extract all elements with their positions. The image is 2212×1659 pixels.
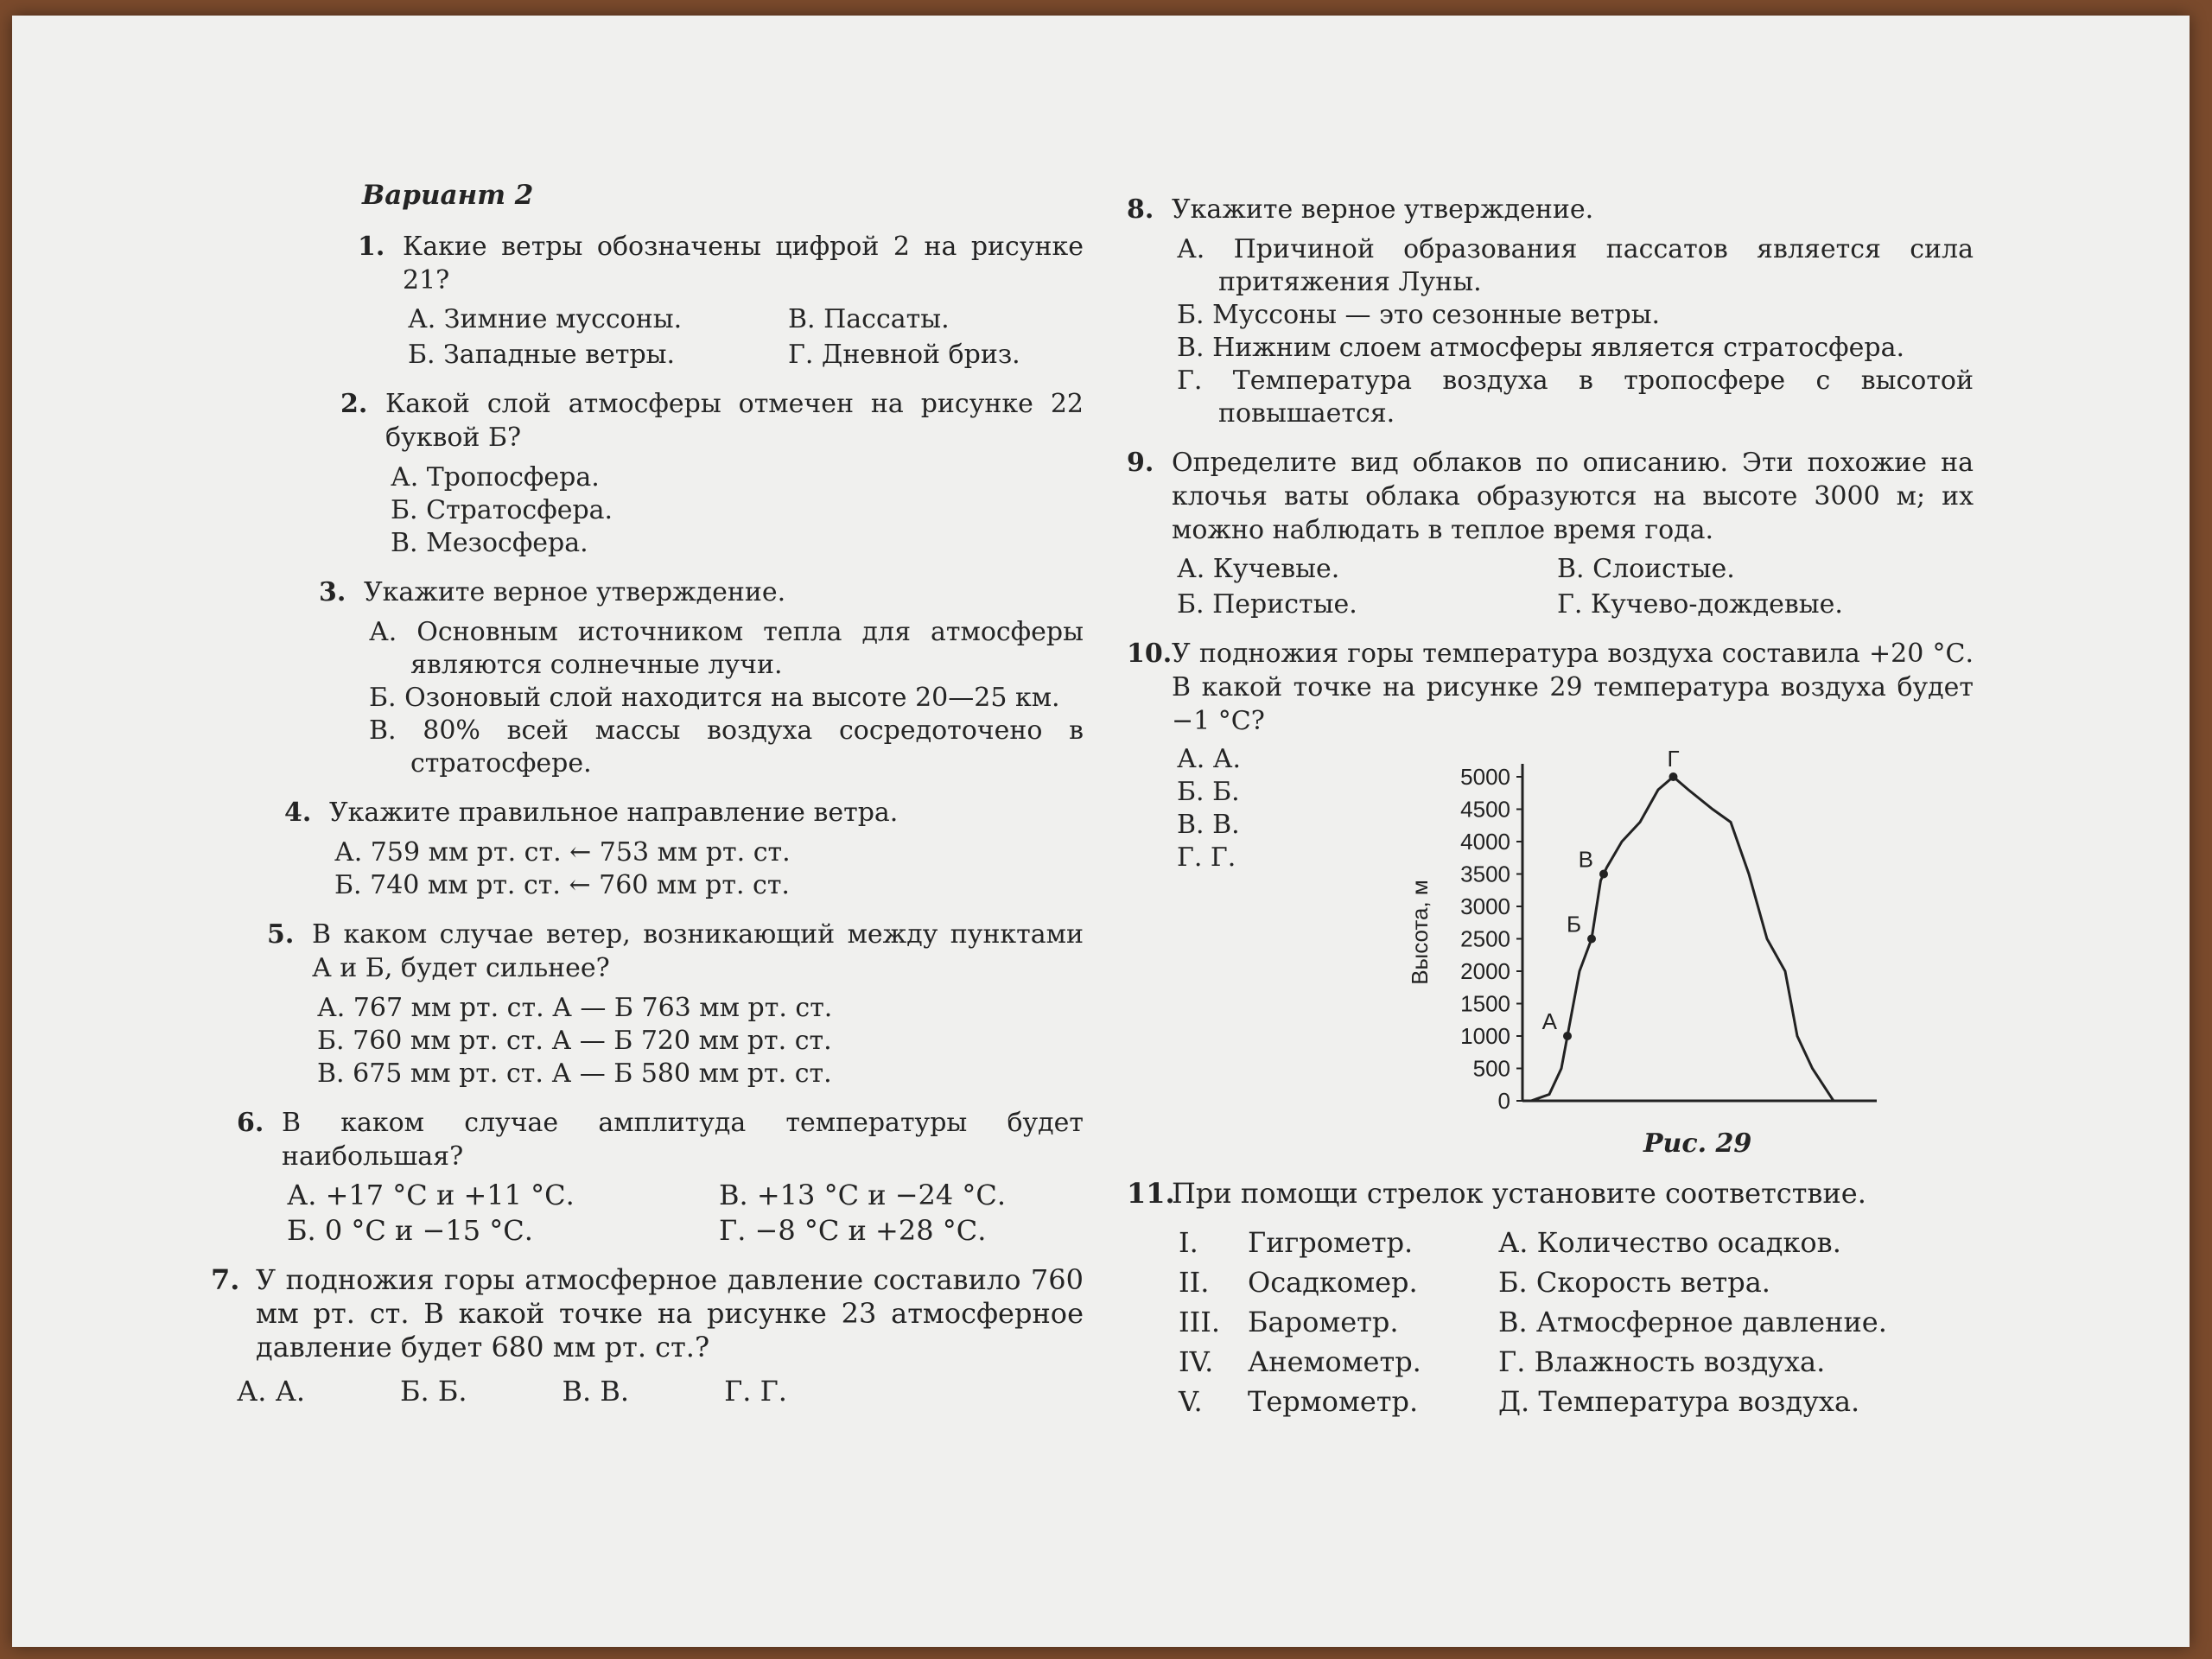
test-sheet [12, 16, 2190, 1647]
question-10 [1127, 637, 1974, 1170]
point-label: А [1541, 1008, 1557, 1034]
question-number: 8. [1127, 194, 1154, 225]
instrument-item[interactable]: Барометр. [1248, 1306, 1399, 1338]
y-tick-label: 500 [1472, 1055, 1510, 1082]
question-text: Укажите правильное направление ветра. [329, 798, 899, 828]
answer-option[interactable]: А. Кучевые. [1177, 554, 1340, 584]
question-8 [1127, 193, 1974, 430]
answer-option[interactable]: Б. Озоновый слой находится на высоте 20—25 км. [369, 683, 1060, 713]
question-4 [284, 796, 1084, 902]
y-tick-label: 4500 [1460, 796, 1510, 823]
answer-option[interactable]: Г. Г. [1177, 842, 1236, 873]
quantity-item[interactable]: В. Атмосферное давление. [1498, 1306, 1887, 1338]
question-number: 10. [1127, 639, 1173, 669]
question-2 [340, 387, 1084, 560]
point-А [1563, 1032, 1572, 1040]
answer-option[interactable]: Г. Г. [724, 1375, 787, 1408]
question-text: Укажите верное утверждение. [1172, 194, 1594, 225]
mountain-chart [1407, 738, 1894, 1170]
answer-option[interactable]: Б. Западные ветры. [408, 340, 676, 370]
right-column [1127, 193, 1974, 1434]
mountain-profile-line [1531, 777, 1834, 1101]
answer-option[interactable]: А. 767 мм рт. ст. А — Б 763 мм рт. ст. [317, 993, 833, 1023]
quantity-item[interactable]: А. Количество осадков. [1498, 1226, 1841, 1259]
roman-numeral: I. [1179, 1226, 1198, 1259]
answer-option[interactable]: В. 80% всей массы воздуха сосредоточено в стратосфере. [369, 715, 1084, 779]
question-text: Какой слой атмосферы отмечен на рисунке 22 буквой Б? [385, 389, 1084, 453]
answer-option[interactable]: Б. 760 мм рт. ст. А — Б 720 мм рт. ст. [317, 1026, 832, 1056]
answer-option[interactable]: В. Слоистые. [1557, 554, 1735, 584]
question-number: 6. [237, 1108, 264, 1138]
question-text: У подножия горы температура воздуха составила +20 °С. В какой точке на рисунке 29 температура воздуха будет −1 °С? [1172, 639, 1974, 736]
answer-option[interactable]: А. Тропосфера. [391, 462, 600, 493]
roman-numeral: IV. [1179, 1345, 1214, 1378]
answer-option[interactable]: А. Основным источником тепла для атмосферы являются солнечные лучи. [369, 617, 1084, 680]
answer-option[interactable]: А. Зимние муссоны. [408, 304, 683, 334]
instrument-item[interactable]: Термометр. [1248, 1385, 1419, 1418]
question-9 [1127, 446, 1974, 621]
question-1 [358, 230, 1084, 372]
point-label: Б [1566, 911, 1581, 938]
question-text: Какие ветры обозначены цифрой 2 на рисунке 21? [403, 232, 1084, 296]
answer-option[interactable]: В. В. [562, 1375, 630, 1408]
figure-caption: Рис. 29 [1643, 1128, 1752, 1159]
answer-option[interactable]: Г. −8 °С и +28 °С. [719, 1214, 987, 1247]
y-tick-label: 5000 [1460, 764, 1510, 790]
y-tick-label: 3000 [1460, 893, 1510, 919]
answer-option[interactable]: Г. Дневной бриз. [788, 340, 1020, 370]
point-label: В [1578, 846, 1593, 873]
question-text: В каком случае ветер, возникающий между пунктами А и Б, будет сильнее? [312, 919, 1084, 983]
quantity-item[interactable]: Б. Скорость ветра. [1498, 1266, 1770, 1299]
y-tick-label: 0 [1497, 1088, 1510, 1114]
answer-option[interactable]: В. 675 мм рт. ст. А — Б 580 мм рт. ст. [317, 1058, 832, 1089]
answer-option[interactable]: Б. 0 °С и −15 °С. [287, 1214, 533, 1247]
answer-option[interactable]: Б. Перистые. [1177, 589, 1357, 620]
question-5 [267, 918, 1084, 1090]
question-text: В каком случае амплитуда температуры будет наибольшая? [282, 1108, 1084, 1172]
instrument-item[interactable]: Анемометр. [1248, 1345, 1421, 1378]
answer-option[interactable]: А. 759 мм рт. ст. ← 753 мм рт. ст. [334, 837, 791, 868]
question-text: Укажите верное утверждение. [364, 577, 786, 607]
question-11 [1127, 1177, 1974, 1419]
variant-heading: Вариант 2 [362, 180, 534, 211]
point-label: Г [1667, 746, 1680, 772]
point-Б [1587, 935, 1596, 944]
question-number: 11. [1127, 1177, 1175, 1210]
y-tick-label: 1500 [1460, 990, 1510, 1017]
answer-option[interactable]: В. Мезосфера. [391, 528, 588, 558]
question-6 [237, 1106, 1084, 1248]
answer-option[interactable]: В. Пассаты. [788, 304, 950, 334]
quantity-item[interactable]: Г. Влажность воздуха. [1498, 1345, 1826, 1378]
answer-option[interactable]: Б. Муссоны — это сезонные ветры. [1177, 300, 1661, 330]
question-number: 7. [211, 1263, 240, 1296]
answer-option[interactable]: А. +17 °С и +11 °С. [287, 1179, 575, 1211]
answer-option[interactable]: Б. Б. [1177, 777, 1240, 807]
question-text: У подножия горы атмосферное давление составило 760 мм рт. ст. В какой точке на рисунке 23 атмосферное давление будет 680 мм рт. ст.? [256, 1263, 1084, 1363]
question-number: 3. [319, 577, 346, 607]
y-tick-label: 1000 [1460, 1023, 1510, 1049]
point-Г [1669, 772, 1678, 781]
instrument-item[interactable]: Осадкомер. [1248, 1266, 1418, 1299]
question-text: Определите вид облаков по описанию. Эти похожие на клочья ваты облака образуются на высоте 3000 м; их можно наблюдать в теплое время года. [1172, 448, 1974, 545]
answer-option[interactable]: Б. 740 мм рт. ст. ← 760 мм рт. ст. [334, 870, 790, 900]
answer-option[interactable]: А. А. [1177, 744, 1242, 774]
left-column [211, 180, 1084, 1424]
answer-option[interactable]: Б. Стратосфера. [391, 495, 613, 525]
question-number: 4. [284, 798, 312, 828]
answer-option[interactable]: А. А. [237, 1375, 305, 1408]
answer-option[interactable]: В. Нижним слоем атмосферы является стратосфера. [1177, 333, 1905, 363]
question-3 [319, 575, 1084, 780]
question-number: 5. [267, 919, 295, 950]
roman-numeral: III. [1179, 1306, 1221, 1338]
quantity-item[interactable]: Д. Температура воздуха. [1498, 1385, 1860, 1418]
answer-option[interactable]: Б. Б. [399, 1375, 467, 1408]
point-В [1599, 870, 1608, 879]
answer-option[interactable]: В. В. [1177, 810, 1240, 840]
y-tick-label: 2000 [1460, 958, 1510, 984]
matching-table [1179, 1226, 1974, 1419]
roman-numeral: II. [1179, 1266, 1210, 1299]
y-tick-label: 3500 [1460, 861, 1510, 887]
answer-option[interactable]: В. +13 °С и −24 °С. [719, 1179, 1007, 1211]
mountain-profile-svg [1407, 738, 1894, 1127]
question-number: 2. [340, 389, 368, 419]
question-text: При помощи стрелок установите соответствие. [1172, 1177, 1866, 1210]
instrument-item[interactable]: Гигрометр. [1248, 1226, 1414, 1259]
answer-option[interactable]: Г. Температура воздуха в тропосфере с высотой повышается. [1177, 365, 1974, 429]
y-axis-label: Высота, м [1407, 880, 1433, 985]
answer-option[interactable]: Г. Кучево-дождевые. [1557, 589, 1843, 620]
answer-option[interactable]: А. Причиной образования пассатов является сила притяжения Луны. [1177, 234, 1974, 297]
y-tick-label: 4000 [1460, 829, 1510, 855]
question-number: 1. [358, 232, 385, 262]
y-tick-label: 2500 [1460, 925, 1510, 952]
question-number: 9. [1127, 448, 1154, 478]
roman-numeral: V. [1179, 1385, 1203, 1418]
question-7 [211, 1263, 1084, 1408]
